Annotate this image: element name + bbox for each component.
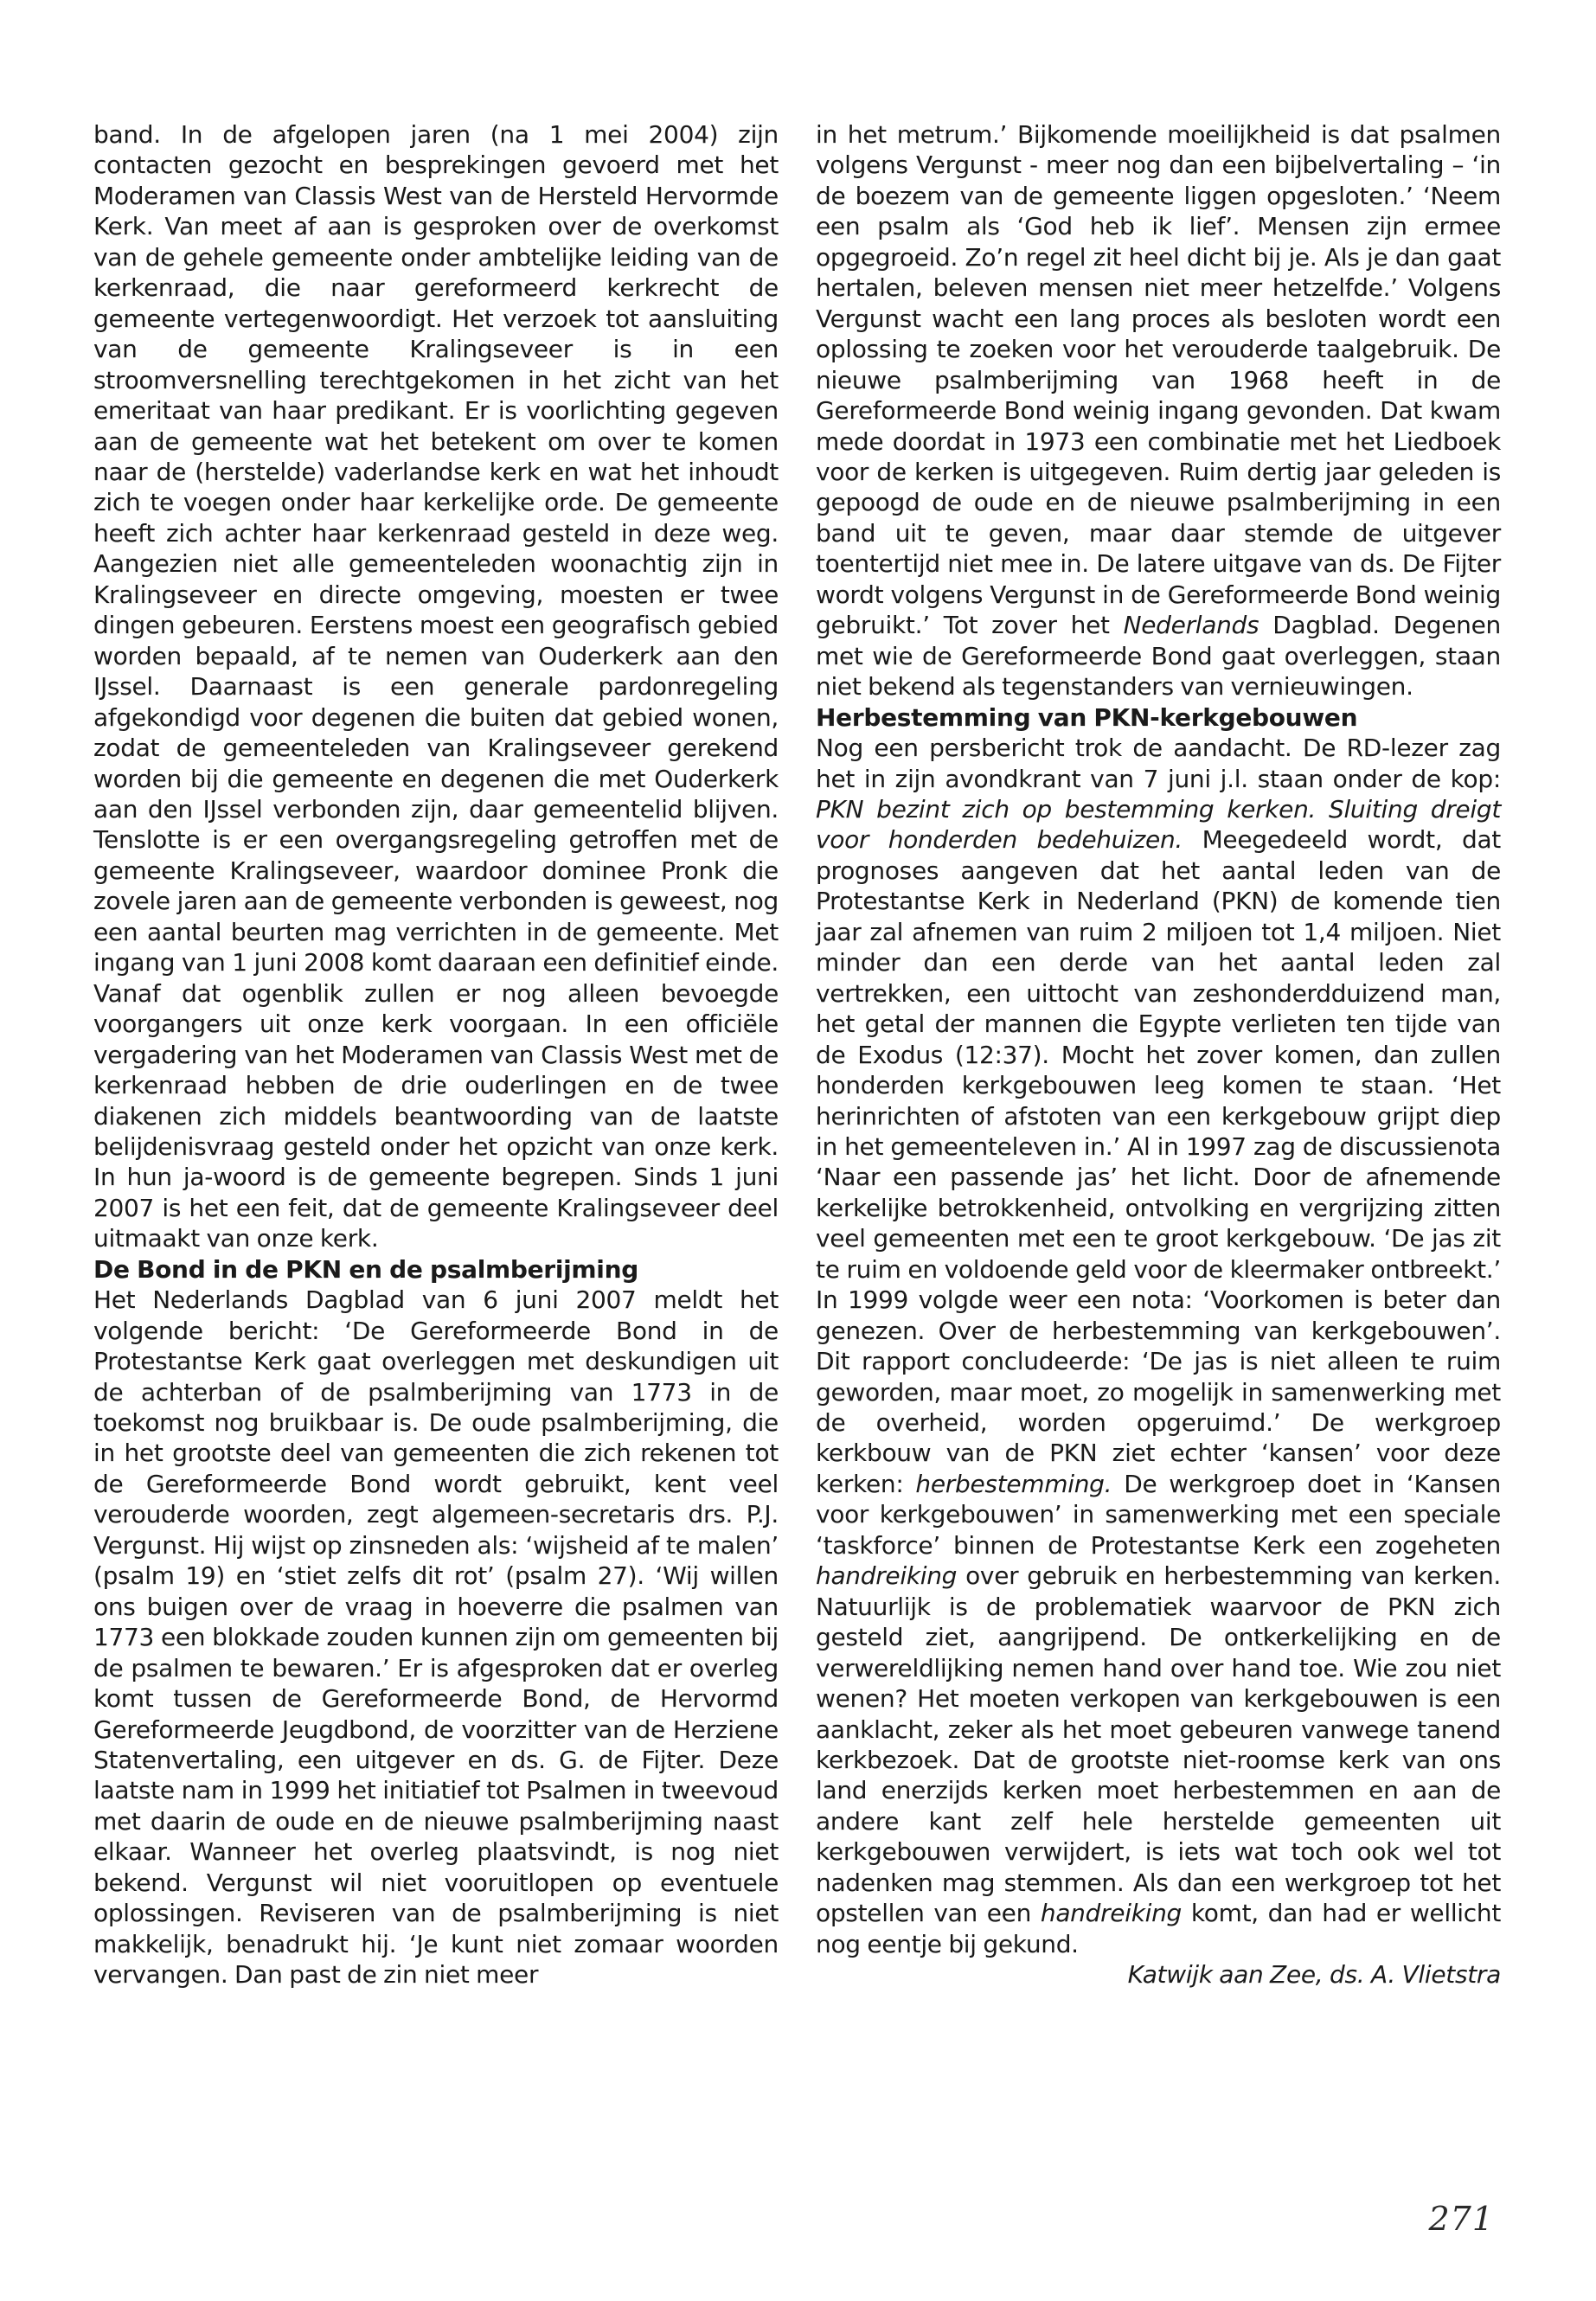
text-run: Dagblad. Degenen met wie de Gereformeerde Bond gaat overleggen, staan niet bekend als tegenstanders van vernieuwingen. <box>816 611 1501 702</box>
italic-nederlands: Nederlands <box>1123 611 1259 640</box>
italic-handreiking: handreiking <box>816 1561 958 1591</box>
author-signature: Katwijk aan Zee, ds. A. Vlietstra <box>1127 1960 1501 1990</box>
text-run: in het metrum.’ Bijkomende moeilijkheid is dat psalmen volgens Vergunst - meer nog dan een bijbelvertaling – ‘in de boezem van de gemeente liggen opgesloten.’ ‘Neem een psalm als ‘God heb ik lief’. Mensen zijn ermee opgegroeid. Zo’n regel zit heel dicht bij je. Als je dan gaat hertalen, beleven mensen niet meer hetzelfde.’ Volgens Vergunst wacht een lang proces als besloten wordt een oplossing te zoeken voor het verouderde taalgebruik. De nieuwe psalmberijming van 1968 heeft in de Gereformeerde Bond weinig ingang gevonden. Dat kwam mede doordat in 1973 een combinatie met het Liedboek voor de kerken is uitgegeven. Ruim dertig jaar geleden is gepoogd de oude en de nieuwe psalmberijming in een band uit te geven, maar daar stemde de uitgever toentertijd niet mee in. De latere uitgave van ds. De Fijter wordt volgens Vergunst in de Gereformeerde Bond weinig gebruikt.’ Tot zover het <box>816 120 1501 640</box>
paragraph-psalmberijming: Het Nederlands Dagblad van 6 juni 2007 meldt het volgende bericht: ‘De Gereformeerde Bond in de Protestantse Kerk gaat overleggen met deskundigen uit de achterban of de psalmberijming van 1773 in de toekomst nog bruikbaar is. De oude psalmberijming, die in het grootste deel van gemeenten die zich rekenen tot de Gereformeerde Bond wordt gebruikt, kent veel verouderde woorden, zegt algemeen-secretaris drs. P.J. Vergunst. Hij wijst op zinsneden als: ‘wijsheid af te malen’ (psalm 19) en ‘stiet zelfs dit rot’ (psalm 27). ‘Wij willen ons buigen over de vraag in hoeverre die psalmen van 1773 een blokkade zouden kunnen zijn om gemeenten bij de psalmen te bewaren.’ Er is afgesproken dat er overleg komt tussen de Gereformeerde Bond, de Hervormd Gereformeerde Jeugdbond, de voorzitter van de Herziene Statenvertaling, een uitgever en ds. G. de Fijter. Deze laatste nam in 1999 het initiatief tot Psalmen in tweevoud met daarin de oude en de nieuwe psalmberijming naast elkaar. Wanneer het overleg plaatsvindt, is nog niet bekend. Vergunst wil niet vooruitlopen op eventuele oplossingen. Reviseren van de psalmberijming is niet makkelijk, benadrukt hij. ‘Je kunt niet zomaar woorden vervangen. Dan past de zin niet meer <box>93 1285 779 1990</box>
italic-handreiking: handreiking <box>1040 1899 1183 1928</box>
text-run: over gebruik en herbestemming van kerken. Natuurlijk is de problematiek waarvoor de PKN zich gesteld ziet, aangrijpend. De ontkerkelijking en de verwereldlijking nemen hand over hand toe. Wie zou niet wenen? Het moeten verkopen van kerkgebouwen is een aanklacht, zeker als het moet gebeuren vanwege tanend kerkbezoek. Dat de grootste niet-roomse kerk van ons land enerzijds kerken moet herbestemmen en aan de andere kant zelf hele herstelde gemeenten uit kerkgebouwen verwijdert, is iets wat toch ook wel tot nadenken mag stemmen. Als dan een werkgroep tot het opstellen van een <box>816 1561 1501 1928</box>
paragraph-herbestemming <box>816 733 1501 1959</box>
italic-herbestemming: herbestemming. <box>915 1469 1112 1498</box>
text-run: De werkgroep doet in ‘Kansen voor kerkgebouwen’ in samenwerking met een speciale ‘taskforce’ binnen de Protestantse Kerk een zogeheten <box>816 1469 1502 1560</box>
italic-headline-quote: PKN bezint zich op bestemming kerken. Sluiting dreigt voor honderden bedehuizen. <box>816 794 1501 855</box>
left-column <box>93 119 779 1990</box>
right-column <box>816 119 1501 1990</box>
paragraph-kralingseveer: band. In de afgelopen jaren (na 1 mei 2004) zijn contacten gezocht en besprekingen gevoerd met het Moderamen van Classis West van de Hersteld Hervormde Kerk. Van meet af aan is gesproken over de overkomst van de gehele gemeente onder ambtelijke leiding van de kerkenraad, die naar gereformeerd kerkrecht de gemeente vertegenwoordigt. Het verzoek tot aansluiting van de gemeente Kralingseveer is in een stroomversnelling terechtgekomen in het zicht van het emeritaat van haar predikant. Er is voorlichting gegeven aan de gemeente wat het betekent om over te komen naar de (herstelde) vaderlandse kerk en wat het inhoudt zich te voegen onder haar kerkelijke orde. De gemeente heeft zich achter haar kerkenraad gesteld in deze weg. Aangezien niet alle gemeenteleden woonachtig zijn in Kralingseveer en directe omgeving, moesten er twee dingen gebeuren. Eerstens moest een geografisch gebied worden bepaald, af te nemen van Ouderkerk aan den IJssel. Daarnaast is een generale pardonregeling afgekondigd voor degenen die buiten dat gebied wonen, zodat de gemeenteleden van Kralingseveer gerekend worden bij die gemeente en degenen die met Ouderkerk aan den IJssel verbonden zijn, daar gemeentelid blijven. Tenslotte is er een overgangsregeling getroffen met de gemeente Kralingseveer, waardoor dominee Pronk die zovele jaren aan de gemeente verbonden is geweest, nog een aantal beurten mag verrichten in de gemeente. Met ingang van 1 juni 2008 komt daaraan een definitief einde. Vanaf dat ogenblik zullen er nog alleen bevoegde voorgangers uit onze kerk voorgaan. In een officiële vergadering van het Moderamen van Classis West met de kerkenraad hebben de drie ouderlingen en de twee diakenen zich middels beantwoording van de laatste belijdenisvraag gesteld onder het opzicht van onze kerk. In hun ja-woord is de gemeente begrepen. Sinds 1 juni 2007 is het een feit, dat de gemeente Kralingseveer deel uitmaakt van onze kerk. <box>93 120 779 1253</box>
paragraph-metrum <box>816 119 1501 702</box>
page-number: 271 <box>1428 2200 1494 2238</box>
heading-bond-psalmberijming: De Bond in de PKN en de psalmberijming <box>93 1254 638 1284</box>
text-run: komt, dan had er wellicht nog eentje bij gekund. <box>816 1899 1502 1958</box>
text-run: Nog een persbericht trok de aandacht. De RD-lezer zag het in zijn avondkrant van 7 juni j.l. staan onder de kop: <box>816 734 1501 793</box>
heading-herbestemming: Herbestemming van PKN-kerkgebouwen <box>816 702 1358 732</box>
text-run: Meegedeeld wordt, dat prognoses aangeven dat het aantal leden van de Protestantse Kerk in Nederland (PKN) de komende tien jaar zal afnemen van ruim 2 miljoen tot 1,4 miljoen. Niet minder dan een derde van het aantal leden zal vertrekken, een uittocht van zeshonderdduizend man, het getal der mannen die Egypte verlieten ten tijde van de Exodus (12:37). Mocht het zover komen, dan zullen honderden kerkgebouwen leeg komen te staan. ‘Het herinrichten of afstoten van een kerkgebouw grijpt diep in het gemeenteleven in.’ Al in 1997 zag de discussienota ‘Naar een passende jas’ het licht. Door de afnemende kerkelijke betrokkenheid, ontvolking en vergrijzing zitten veel gemeenten met een te groot kerkgebouw. ‘De jas zit te ruim en voldoende geld voor de kleermaker ontbreekt.’ In 1999 volgde weer een nota: ‘Voorkomen is beter dan genezen. Over de herbestemming van kerkgebouwen’. Dit rapport concludeerde: ‘De jas is niet alleen te ruim geworden, maar moet, zo mogelijk in samenwerking met de overheid, worden opgeruimd.’ De werkgroep kerkbouw van de PKN ziet echter ‘kansen’ voor deze kerken: <box>816 825 1501 1498</box>
